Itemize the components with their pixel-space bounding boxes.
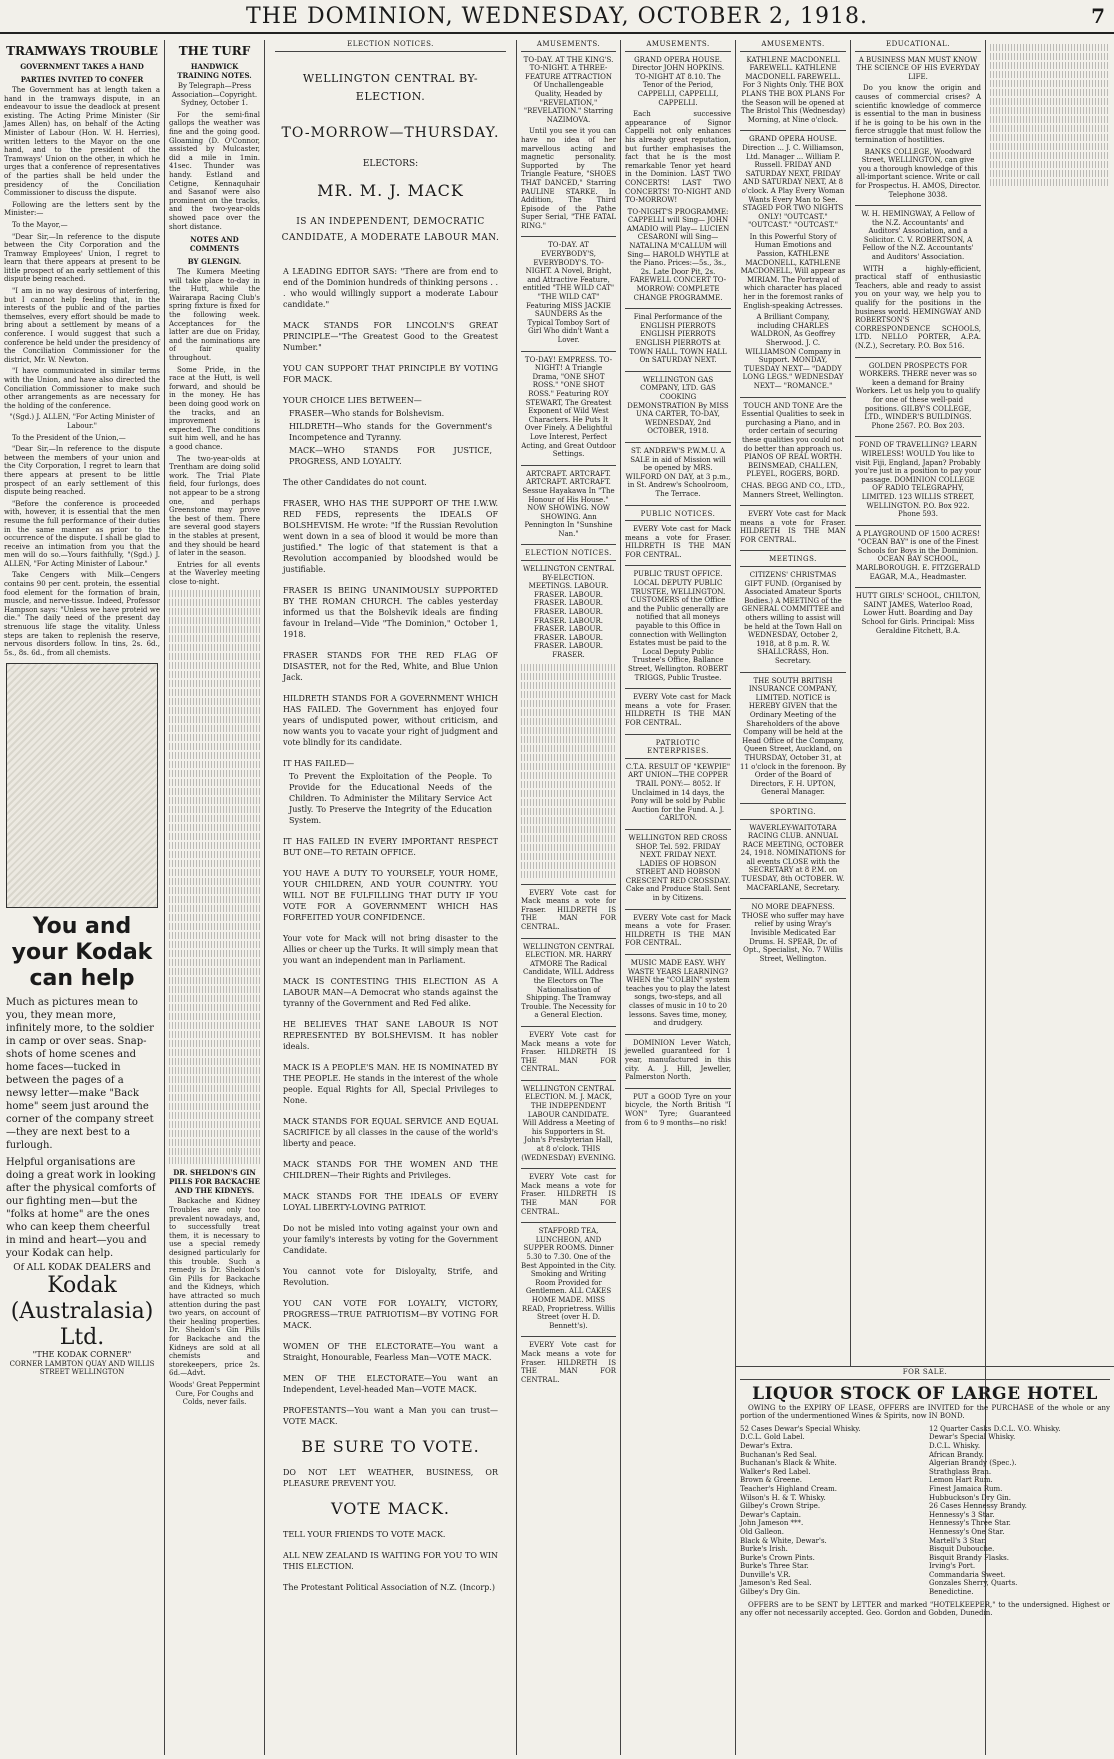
election-paragraph: HILDRETH—Who stands for the Government's Incompetence and Tyranny. (289, 422, 492, 443)
liquor-list (740, 1425, 1110, 1597)
electors-label: ELECTORS: (362, 158, 419, 169)
liquor-item: Walker's Red Label. (740, 1467, 811, 1476)
advert-outcast-company: A Brilliant Company, including CHARLES WALDRON, As Geoffrey Sherwood. J. C. WILLIAMSON Company in Support. MONDAY, TUESDAY NEXT— "DADDY LONG LEGS." WEDNESDAY NEXT— "ROMANCE." (742, 313, 844, 390)
advert-woods: Woods' Great Peppermint Cure, For Coughs and Colds, never fails. (169, 1380, 260, 1407)
notice-christmas-gift-fund: CITIZENS' CHRISTMAS GIFT FUND. (Organised by Associated Amateur Sports Bodies.) A MEETING of the GENERAL COMMITTEE and others willing to assist will be held at the Town Hall on WEDNESDAY, October 2, 1918, at 8 p.m. R. W. SHALLCRASS, Hon. Secretary. (741, 571, 845, 665)
advert-kings-detail: Until you see it you can have no idea of her marvellous acting and magnetic personality. Supported by The Triangle Feature, "SHOES THAT DANCED," Starring PAULINE STARKE. In Addition, The Third Episode of the Pathe Super Serial, "THE FATAL RING." (521, 127, 616, 230)
advert-outcast: GRAND OPERA HOUSE. Direction ... J. C. Williamson, Ltd. Manager ... William P. Russell. FRIDAY AND SATURDAY NEXT, FRIDAY AND SATURDAY NEXT, At 8 o'clock. A Play Every Woman Wants Every Man to See. STAGED FOR TWO NIGHTS ONLY! "OUTCAST." "OUTCAST." "OUTCAST." (741, 135, 845, 230)
advert-empress: TO-DAY! EMPRESS. TO-NIGHT! A Triangle Drama, "ONE SHOT ROSS." "ONE SHOT ROSS." Featuring ROY STEWART, The Greatest Exponent of Wild West Characters. He Puts It Over Finely. A Delightful Love Interest, Perfect Acting, and Great Outdoor Settings. (521, 355, 616, 459)
advert-macdonell-farewell: KATHLENE MACDONELL FAREWELL. KATHLENE MACDONELL FAREWELL. For 3 Nights Only. THE BOX PLANS THE BOX PLANS For the Season will be opened at The Bristol This (Wednesday) Morning, at Nine o'clock. (740, 55, 846, 124)
liquor-item: Bisquit Brandy Flasks. (929, 1553, 1009, 1562)
signature: "(Sgd.) J. ALLEN, "For Acting Minister of Labour." (9, 413, 155, 430)
advert-no-more-deafness: NO MORE DEAFNESS. THOSE who suffer may have relief by using Wray's Invisible Medicated Ear Drums. H. SPEAR, Dr. of Opt., Specialist, No. 7 Willis Street, Wellington. (741, 903, 845, 963)
liquor-item: Gilbey's Crown Stripe. (740, 1502, 821, 1511)
election-paragraph: YOU CAN VOTE FOR LOYALTY, VICTORY, PROGRESS—TRUE PATRIOTISM—BY VOTING FOR MACK. (283, 1299, 498, 1331)
election-paragraph: YOU HAVE A DUTY TO YOURSELF, YOUR HOME, YOUR CHILDREN, AND YOUR COUNTRY. YOU WILL NOT BE FULFILLING THAT DUTY IF YOU VOTE FOR A GOVERNMENT WHICH HAS FORFEITED YOUR CONFIDENCE. (283, 869, 498, 923)
kodak-logo: Kodak (Australasia) Ltd. (10, 1273, 154, 1350)
article-paragraph: "I am in no way desirous of interfering, but I cannot help feeling that, in the interests of the public and of the parties themselves, every effort should be made to bring about a settlement by means of a conference. I would suggest that such a conference be held under the presidency of the Conciliation Commissioner for the district, Mr. W. Newton. (4, 287, 160, 364)
liquor-item: Teacher's Highland Cream. (740, 1484, 837, 1493)
advert-commerce: Do you know the origin and causes of commercial crises? A scientific knowledge of commerce is essential to the man in business if he is going to be his own in the fierce struggle that must follow the termination of hostilities. (855, 84, 981, 144)
liquor-item: Dewar's Extra. (740, 1441, 793, 1450)
liquor-item: Finest Jamaica Rum. (929, 1484, 1003, 1493)
advert-gin-pills-heading: DR. SHELDON'S GIN PILLS FOR BACKACHE AND THE KIDNEYS. (169, 1168, 260, 1196)
notice-vote-hildreth: EVERY Vote cast for Mack means a vote for Fraser. HILDRETH IS THE MAN FOR CENTRAL. (521, 1030, 616, 1074)
advert-kings: TO-DAY. AT THE KING'S. TO-NIGHT. A THREE-FEATURE ATTRACTION Of Unchallengeable Quality, Headed by "REVELATION," "REVELATION." Starring NAZIMOVA. (523, 55, 614, 124)
article-paragraph: To the President of the Union,— (12, 433, 126, 442)
vote-signature: The Protestant Political Association of N.Z. (Incorp.) (283, 1583, 495, 1593)
election-paragraph: To Prevent the Exploitation of the People. To Provide for the Educational Needs of the Children. To Administer the Military Service Act Justly. To Preserve the Integrity of the Education System. (289, 772, 492, 826)
liquor-item: Strathglass Bran. (929, 1467, 992, 1476)
advert-pianos: TOUCH AND TONE Are the Essential Qualities to seek in purchasing a Piano, and in order certain of securing these qualities you could not do better than approach us. PIANOS OF REAL WORTH. BEINSMEAD, CHALLEN, PLEYEL, ROGERS, BORD. (741, 401, 845, 479)
kodak-body-2: Helpful organisations are doing a great work in looking after the physical comforts of our fighting men—but the "folks at home" are the ones who can keep them cheerful in mind and heart—you and your Kodak can help. (6, 1157, 156, 1260)
advert-programme: TO-NIGHT'S PROGRAMME: CAPPELLI will Sing— JOHN AMADIO will Play— LUCIEN CESARONI will Sing— NATALINA M'CALLUM will Sing— HAROLD WHYTLE at the Piano. Prices:—5s., 3s., 2s. Late Door Pit, 2s. FAREWELL CONCERT TO-MORROW: COMPLETE CHANGE PROGRAMME. (626, 207, 730, 302)
election-paragraph: FRASER STANDS FOR THE RED FLAG OF DISASTER, not for the Red, White, and Blue Union Jack. (283, 651, 498, 683)
page-number: 7 (1091, 4, 1106, 28)
subhead-government: GOVERNMENT TAKES A HAND (20, 62, 144, 71)
advert-wireless: FOND OF TRAVELLING? LEARN WIRELESS! WOULD You like to visit Fiji, England, Japan? Probably you're just in a position to pay your passage. DOMINION COLLEGE OF RADIO TELEGRAPHY, LIMITED. 123 WILLIS STREET, WELLINGTON. P.O. Box 922. Phone 593. (855, 441, 981, 519)
election-paragraph: Do not be misled into voting against your own and your family's interests by voting for the Government Candidate. (283, 1224, 498, 1256)
liquor-list-right (929, 1425, 1110, 1597)
advert-gilbys-college: GOLDEN PROSPECTS FOR WORKERS. THERE never was so keen a demand for Brainy Workers. Let us help you to qualify for one of these well-paid positions. GILBY'S COLLEGE, LTD., WINDER'S BUILDINGS. Phone 2567. P.O. Box 203. (855, 361, 981, 430)
advert-gin-pills: Backache and Kidney Troubles are only too prevalent nowadays, and, to successfully treat them, it is necessary to use a special remedy designed particularly for this trouble. Such a remedy is Dr. Sheldon's Gin Pills for Backache and the Kidneys, which have attracted so much attention during the past two years, on account of their healing properties. Dr. Sheldon's Gin Pills for Backache and the Kidneys are sold at all chemists and storekeepers, price 2s. 6d.—Advt. (169, 1197, 260, 1378)
advert-watch: DOMINION Lever Watch, jewelled guaranteed for 1 year, manufactured in this city. A. J. Hill, Jeweller, Palmerston North. (625, 1038, 731, 1082)
subhead-parties: PARTIES INVITED TO CONFER (20, 75, 144, 84)
liquor-item: Gonzales Sherry, Quarts. (929, 1579, 1018, 1588)
section-meetings: MEETINGS. (740, 550, 846, 567)
election-paragraph: MACK IS CONTESTING THIS ELECTION AS A LABOUR MAN—A Democrat who stands against the tyranny of the Government and Red Fed alike. (283, 977, 498, 1009)
advert-correspondence-schools: WITH a highly-efficient, practical staff of enthusiastic Teachers, able and ready to assist you on your way, we help you to qualify for the positions in the business world. HEMINGWAY AND ROBERTSON'S CORRESPONDENCE SCHOOLS, LTD. NELLO PORTER, A.P.A. (N.Z.), Secretary. P.O. Box 516. (855, 264, 981, 350)
article-paragraph: The Kumera Meeting will take place to-day in the Hutt, while the Wairarapa Racing Club's spring fixture is fixed for the following week. Acceptances for the latter are due on Friday, and the nominations are of fair quality throughout. (169, 268, 260, 363)
election-paragraph: FRASER IS BEING UNANIMOUSLY SUPPORTED BY THE ROMAN CHURCH. The cables yesterday informed us that the Bolshevik ideals are finding favour in Ireland—Vide "The Dominion," October 1, 1918. (283, 586, 498, 640)
article-paragraph: The two-year-olds at Trentham are doing solid work. The Trial Plate field, four furlongs, does not appear to be a strong one, and perhaps Greenstone may prove the best of them. There are several good stayers in the stables at present, and they should be heard of later in the season. (169, 454, 260, 558)
vote-line: DO NOT LET WEATHER, BUSINESS, OR PLEASURE PREVENT YOU. (283, 1468, 498, 1489)
be-sure-to-vote: BE SURE TO VOTE. (301, 1437, 480, 1457)
liquor-item: Lemon Hart Rum. (929, 1476, 993, 1485)
liquor-footer: OFFERS are to be SENT by LETTER and marked "HOTELKEEPER," to the undersigned. Highest or any offer not necessarily accepted. Geo. Gordon and Gobden, Dunedin. (740, 1600, 1110, 1618)
liquor-stock-title: LIQUOR STOCK OF LARGE HOTEL (752, 1383, 1098, 1404)
article-paragraph: For the semi-final gallops the weather was fine and the going good. Gloaming (D. O'Connor, assisted by Mulcaster, did a mile in 1min. 41sec. Thunder was handy. Estland and Cetigne, Kennaquhair and Sasanof were also prominent on the tracks, and the two-year-olds showed pace over the short distance. (169, 110, 260, 231)
article-paragraph: "Dear Sir,—In reference to the dispute between the members of your union and the City Corporation, I regret to learn that there appears at present to be little prospect of an early settlement of this dispute being reached. (4, 445, 160, 497)
advert-hutt-girls-school: HUTT GIRLS' SCHOOL, CHILTON, SAINT JAMES, Waterloo Road, Lower Hutt. Boarding and Day School for Girls. Principal: Miss Geraldine Fitchett, B.A. (855, 592, 981, 635)
election-paragraph: FRASER, WHO HAS THE SUPPORT OF THE I.W.W. RED FEDS, represents the IDEALS OF BOLSHEVISM. He wrote: "If the Russian Revolution went down in a sea of blood it would be more than justified." The logic of that statement is that a Revolution accompanied by bloodshed would be justifiable. (283, 499, 498, 575)
election-paragraph: You cannot vote for Disloyalty, Strife, and Revolution. (283, 1267, 498, 1288)
liquor-item: Benedictine. (929, 1588, 974, 1597)
column-tramways (0, 40, 164, 1755)
article-paragraph: Following are the letters sent by the Minister:— (4, 200, 160, 218)
liquor-item: D.C.L. Gold Label. (740, 1433, 805, 1442)
liquor-item: Dewar's Special Whisky. (929, 1433, 1016, 1442)
liquor-item: Jameson's Red Seal. (740, 1579, 812, 1588)
advert-everybodys: TO-DAY. AT EVERYBODY'S, EVERYBODY'S. TO-NIGHT. A Novel, Bright, and Attractive Feature, entitled "THE WILD CAT" "THE WILD CAT" Featuring MISS JACKIE SAUNDERS As the Typical Tomboy Sort of Girl Who didn't Want a Lover. (522, 241, 615, 344)
liquor-item: 52 Cases Dewar's Special Whisky. (740, 1424, 861, 1433)
election-paragraph: MACK STANDS FOR EQUAL SERVICE AND EQUAL SACRIFICE by all classes in the cause of the world's liberty and peace. (283, 1117, 498, 1149)
article-paragraph: Entries for all events at the Waverley meeting close to-night. (169, 560, 260, 586)
liquor-item: Martell's 3 Star. (929, 1536, 987, 1545)
liquor-item: Commandaria Sweet. (929, 1570, 1006, 1579)
section-sporting: SPORTING. (740, 803, 846, 820)
kodak-soldier-illustration (6, 663, 158, 908)
section-patriotic: PATRIOTIC ENTERPRISES. (625, 734, 731, 759)
liquor-item: Algerian Brandy (Spec.). (929, 1459, 1017, 1468)
liquor-item: 12 Quarter Casks D.C.L. V.O. Whisky. (929, 1424, 1061, 1433)
advert-pierrots: Final Performance of the ENGLISH PIERROTS ENGLISH PIERROTS ENGLISH PIERROTS at TOWN HALL. TOWN HALL On SATURDAY NEXT. (629, 313, 727, 365)
liquor-item: Burke's Irish. (740, 1545, 788, 1554)
liquor-item: Gilbey's Dry Gin. (740, 1588, 801, 1597)
liquor-list-left (740, 1425, 921, 1597)
article-paragraph: The Government has at length taken a hand in the tramways dispute, in an endeavour to issue the deadlock at present existing. The Acting Prime Minister (Sir James Allen) has, on behalf of the Acting Minister of Labour (Hon. W. H. Herries), written letters to the Mayor on the one hand, and to the president of the Tramways' Union on the other, in which he urges that a conference of representatives of the parties shall be held under the presidency of the Conciliation Commissioner to discuss the dispute. (4, 86, 160, 198)
liquor-item: Bisquit Dubouche. (929, 1545, 995, 1554)
liquor-item: Irving's Port. (929, 1562, 976, 1571)
article-paragraph: "Before the conference is proceeded with, however, it is essential that the men resume the full performance of their duties in the same manner as prior to the occurrence of the dispute. I shall be glad to receive an intimation from you that the men will do so.—Yours faithfully, "(Sgd.) J. ALLEN, "For Acting Minister of Labour." (4, 499, 160, 568)
notice-atmore: WELLINGTON CENTRAL ELECTION. MR. HARRY ATMORE The Radical Candidate, WILL Address the Electors on The Nationalisation of Shipping. The Tramway Trouble. The Necessity for a General Election. (521, 942, 616, 1020)
election-paragraph: HE BELIEVES THAT SANE LABOUR IS NOT REPRESENTED BY BOLSHEVISM. It has nobler ideals. (283, 1020, 498, 1052)
liquor-item: Black & White, Dewar's. (740, 1536, 827, 1545)
column-text-continuation (169, 590, 260, 1164)
liquor-item: African Brandy. (929, 1450, 984, 1459)
candidate-name: MR. M. J. MACK (317, 181, 464, 201)
election-paragraph: MACK—WHO STANDS FOR JUSTICE, PROGRESS, AND LOYALTY. (289, 446, 492, 467)
election-paragraph: MEN OF THE ELECTORATE—You want an Independent, Level-headed Man—VOTE MACK. (283, 1374, 498, 1395)
liquor-item: Brown & Greene. (740, 1476, 802, 1485)
subhead-author: BY GLENGIN. (187, 257, 242, 267)
advert-chas-begg: CHAS. BEGG AND CO., LTD., Manners Street, Wellington. (740, 481, 846, 499)
kodak-body: Much as pictures mean to you, they mean more, infinitely more, to the soldier in camp or over seas. Snap-shots of home scenes and home faces—tucked in between the pages of a newsy letter—make "Back home" seem just around the corner of the company street—they are next best to a furlough. (6, 997, 154, 1152)
advert-cappelli: Each successive appearance of Signor Cappelli not only enhances his already great reputation, but further emphasises the fact that he is the most remarkable Tenor yet heard in the Dominion. LAST TWO CONCERTS! LAST TWO CONCERTS! TO-NIGHT AND TO-MORROW! (625, 110, 731, 205)
advert-hemingway: W. H. HEMINGWAY, A Fellow of the N.Z. Accountants' and Auditors' Association, and a Solicitor. C. V. ROBERTSON, A Fellow of the N.Z. Accountants' and Auditors' Association. (861, 210, 975, 262)
advert-cengers: Take Cengers with Milk—Cengers contains 90 per cent. protein, the essential food element for the formation of brain, muscle, and nerve-tissue. Indeed, Professor Hampson says: "Unless we have proteid we die." The daily need of the present day strenuous life stage the vitality. Unless steps are taken to replenish the reserve, nervous disorders follow. In tins, 2s. 6d., 5s., 8s. 6d., from all chemists. (4, 571, 160, 657)
notice-vote-hildreth: EVERY Vote cast for Mack means a vote for Fraser. HILDRETH IS THE MAN FOR CENTRAL. (625, 693, 731, 727)
headline-tramways: TRAMWAYS TROUBLE (6, 44, 158, 58)
advert-outcast-detail: In this Powerful Story of Human Emotions and Passion, KATHLENE MACDONELL, KATHLENE MACDONELL, Will appear as MIRIAM. The Portrayal of which character has placed her in the foremost ranks of English-speaking Actresses. (740, 232, 846, 310)
column-amusements-3 (736, 40, 850, 1367)
section-election-notices: ELECTION NOTICES. (275, 40, 506, 52)
liquor-item: Hubbuckson's Dry Gin. (929, 1493, 1012, 1502)
advert-st-andrews: ST. ANDREW'S P.W.M.U. A SALE in aid of Mission will be opened by MRS. WILFORD ON DAY, at 3 p.m., in St. Andrew's Schoolroom, The Terrace. (625, 446, 731, 498)
tomorrow-thursday: TO-MORROW—THURSDAY. (281, 124, 500, 141)
election-paragraph: YOUR CHOICE LIES BETWEEN— (283, 396, 422, 406)
kodak-dealers: Of ALL KODAK DEALERS and (13, 1263, 151, 1274)
column-educational (851, 40, 985, 1367)
election-paragraph: Your vote for Mack will not bring disaster to the Allies or cheer up the Turks. It will simply mean that you want an independent man in Parliament. (283, 934, 498, 966)
headline-turf: THE TURF (178, 44, 251, 58)
vote-line: ALL NEW ZEALAND IS WAITING FOR YOU TO WIN THIS ELECTION. (283, 1551, 498, 1572)
notice-meetings: WELLINGTON CENTRAL BY-ELECTION. MEETINGS. LABOUR. FRASER. LABOUR. FRASER. LABOUR. FRASER. LABOUR. FRASER. LABOUR. FRASER. LABOUR. FRASER. LABOUR. FRASER. LABOUR. FRASER. (522, 565, 615, 659)
column-clipped-right (986, 40, 1114, 1367)
election-paragraph: A LEADING EDITOR SAYS: "There are from end to end of the Dominion hundreds of thinking persons . . . who would willingly support a moderate Labour candidate." (283, 267, 498, 310)
liquor-item: Hennessy's One Star. (929, 1527, 1005, 1536)
byline: By Telegraph—Press Association—Copyright. Sydney, October 1. (171, 82, 258, 108)
for-sale-heading: FOR SALE. (740, 1368, 1110, 1380)
column-turf (165, 40, 264, 1755)
section-for-sale (736, 1368, 1114, 1755)
election-paragraph: MACK IS A PEOPLE'S MAN. HE IS NOMINATED BY THE PEOPLE. He stands in the interest of the whole people. Equal Rights for All, Special Privileges to None. (283, 1063, 498, 1106)
advert-stafford-tea: STAFFORD TEA, LUNCHEON, AND SUPPER ROOMS. Dinner 5.30 to 7.30. One of the Best Appointed in the City. Smoking and Writing Room Provided for Gentlemen. ALL CAKES HOME MADE. MISS READ, Proprietress. Willis Street (over H. D. Bennett's). (521, 1227, 616, 1330)
election-paragraph: WOMEN OF THE ELECTORATE—You want a Straight, Honourable, Fearless Man—VOTE MACK. (283, 1342, 498, 1363)
liquor-item: D.C.L. Whisky. (929, 1441, 981, 1450)
section-amusements: AMUSEMENTS. (740, 40, 846, 52)
election-paragraph: FRASER—Who stands for Bolshevism. (289, 409, 445, 419)
notice-vote-hildreth: EVERY Vote cast for Mack means a vote for Fraser. HILDRETH IS THE MAN FOR CENTRAL. (740, 510, 846, 544)
liquor-item: John Jameson ***. (740, 1519, 804, 1528)
liquor-item: Old Galleon. (740, 1527, 785, 1536)
election-paragraph: MACK STANDS FOR THE WOMEN AND THE CHILDREN—Their Rights and Privileges. (283, 1160, 498, 1181)
advert-artcraft: ARTCRAFT. ARTCRAFT. ARTCRAFT. ARTCRAFT. Sessue Hayakawa In "The Honour of His House." NOW SHOWING. NOW SHOWING. Ann Pennington In "Sunshine Nan." (522, 469, 615, 538)
column-amusements-2 (621, 40, 735, 1755)
kodak-corner: "THE KODAK CORNER" (32, 1350, 132, 1359)
advert-music-made-easy: MUSIC MADE EASY. WHY WASTE YEARS LEARNING? WHEN the "COLBIN" system teaches you to play the latest songs, two-steps, and all classes of music in 10 to 20 lessons. Saves time, money, and drudgery. (625, 959, 731, 1028)
notice-south-british-insurance: THE SOUTH BRITISH INSURANCE COMPANY, LIMITED. NOTICE is HEREBY GIVEN that the Ordinary Meeting of the Shareholders of the above Company will be held at the Head Office of the Company, Queen Street, Auckland, on THURSDAY, October 31, at 11 o'clock in the forenoon. By Order of the Board of Directors, F. H. UPTON, General Manager. (740, 676, 846, 797)
election-paragraph: MACK STANDS FOR THE IDEALS OF EVERY LOYAL LIBERTY-LOVING PATRIOT. (283, 1192, 498, 1213)
election-paragraph: IT HAS FAILED IN EVERY IMPORTANT RESPECT BUT ONE—TO RETAIN OFFICE. (283, 837, 498, 858)
article-paragraph: "Dear Sir,—In reference to the dispute between the City Corporation and the Tramway Employees' Union, I regret to learn that there appears at present to be little prospect of an early settlement of this dispute being reached. (4, 232, 160, 284)
notice-waverley-racing: WAVERLEY-WAITOTARA RACING CLUB. ANNUAL RACE MEETING, OCTOBER 24, 1918. NOMINATIONS for all events CLOSE with the SECRETARY at 8 P.M. on TUESDAY, 8th OCTOBER. W. MACFARLANE, Secretary. (740, 823, 846, 892)
election-paragraph: MACK STANDS FOR LINCOLN'S GREAT PRINCIPLE—"The Greatest Good to the Greatest Number." (283, 321, 498, 353)
section-amusements: AMUSEMENTS. (625, 40, 731, 52)
liquor-item: Buchanan's Black & White. (740, 1459, 837, 1468)
vote-mack: VOTE MACK. (330, 1499, 451, 1519)
liquor-intro: OWING to the EXPIRY OF LEASE, OFFERS are INVITED for the PURCHASE of the whole or any portion of the undermentioned Wines & Spirits, now IN BOND. (740, 1403, 1110, 1421)
column-text-clipped (990, 44, 1110, 186)
meetings-list (521, 664, 616, 878)
liquor-item: Burke's Crown Pints. (740, 1553, 815, 1562)
advert-tyre: PUT a GOOD Tyre on your bicycle, the North British "I WON" Tyre; Guaranteed from 6 to 9 months—no risk! (625, 1092, 731, 1127)
candidate-description: IS AN INDEPENDENT, DEMOCRATIC CANDIDATE, A MODERATE LABOUR MAN. (281, 217, 500, 244)
advert-gas-company: WELLINGTON GAS COMPANY, LTD. GAS COOKING DEMONSTRATION By MISS UNA CARTER, TO-DAY, WEDNESDAY, 2nd OCTOBER, 1918. (627, 375, 729, 436)
article-paragraph: To the Mayor,— (12, 220, 68, 229)
advert-business-man: A BUSINESS MAN MUST KNOW THE SCIENCE OF HIS EVERYDAY LIFE. (856, 55, 980, 81)
election-paragraph: HILDRETH STANDS FOR A GOVERNMENT WHICH HAS FAILED. The Government has enjoyed four years of undisputed power, without criticism, and now wants you to vacate your right of judgment and vote blindly for its candidate. (283, 694, 498, 748)
notice-mack-meeting: WELLINGTON CENTRAL ELECTION. M. J. MACK, THE INDEPENDENT LABOUR CANDIDATE. Will Address a Meeting of his Supporters in St. John's Presbyterian Hall, at 8 o'clock. THIS (WEDNESDAY) EVENING. (521, 1084, 616, 1162)
notice-kewpie-art-union: C.T.A. RESULT OF "KEWPIE" ART UNION—THE COPPER TRAIL PONY:— 8052. If Unclaimed in 14 days, the Pony will be sold by Public Auction for the Fund. A. J. CARLTON. (625, 762, 731, 823)
advert-grand-opera: GRAND OPERA HOUSE. Director JOHN HOPKINS. TO-NIGHT AT 8.10. The Tenor of the Period, CAPPELLI, CAPPELLI, CAPPELLI. (631, 55, 725, 107)
section-educational: EDUCATIONAL. (855, 40, 981, 52)
election-paragraph: The other Candidates do not count. (283, 478, 427, 488)
article-paragraph: "I have communicated in similar terms with the Union, and have also directed the Conciliation Commissioner to make such other arrangements as are necessary for the holding of the conference. (4, 367, 160, 410)
election-paragraph: IT HAS FAILED— (283, 759, 355, 769)
liquor-item: Hennessy's 3 Star. (929, 1510, 995, 1519)
notice-vote-hildreth: EVERY Vote cast for Mack means a vote for Fraser. HILDRETH IS THE MAN FOR CENTRAL. (521, 1173, 616, 1216)
section-amusements: AMUSEMENTS. (521, 40, 616, 52)
advert-banks-college: BANKS COLLEGE, Woodward Street, WELLINGTON, can give you a thorough knowledge of this all-important science. Write or call for Prospectus. H. AMOS, Director. Telephone 3038. (855, 147, 981, 199)
liquor-item: Burke's Three Star. (740, 1562, 809, 1571)
advert-ocean-bay: A PLAYGROUND OF 1500 ACRES! "OCEAN BAY" is one of the Finest Schools for Boys in the Dominion. OCEAN BAY SCHOOL, MARLBOROUGH. E. FITZGERALD EAGAR, M.A., Headmaster. (855, 529, 981, 581)
subhead-notes: NOTES AND COMMENTS (189, 235, 240, 254)
election-paragraph: PROFESTANTS—You want a Man you can trust—VOTE MACK. (283, 1406, 498, 1427)
subhead-training: HANDWICK TRAINING NOTES. (177, 62, 252, 80)
masthead (0, 4, 1114, 34)
kodak-headline: You and your Kodak can help (11, 914, 153, 992)
notice-vote-hildreth: EVERY Vote cast for Mack means a vote for Fraser. HILDRETH IS THE MAN FOR CENTRAL. (625, 525, 731, 559)
liquor-item: Dunville's V.R. (740, 1570, 791, 1579)
notice-vote-hildreth: EVERY Vote cast for Mack means a vote for Fraser. HILDRETH IS THE MAN FOR CENTRAL. (625, 913, 731, 948)
column-mack-election (265, 40, 516, 1755)
masthead-title: THE DOMINION, WEDNESDAY, OCTOBER 2, 1918. (246, 4, 868, 29)
notice-public-trust: PUBLIC TRUST OFFICE. LOCAL DEPUTY PUBLIC TRUSTEE, WELLINGTON. CUSTOMERS of the Office and the Public generally are notified that all moneys payable to this Office in connection with Wellington Estates must be paid to the Local Deputy Public Trustee's Office, Ballance Street, Wellington. ROBERT TRIGGS, Public Trustee. (627, 570, 729, 682)
section-election-notices-2: ELECTION NOTICES. (521, 544, 616, 561)
notice-vote-hildreth: EVERY Vote cast for Mack means a vote for Fraser. HILDRETH IS THE MAN FOR CENTRAL. (521, 1341, 616, 1384)
vote-line: TELL YOUR FRIENDS TO VOTE MACK. (283, 1530, 446, 1540)
liquor-item: 26 Cases Hennessy Brandy. (929, 1502, 1027, 1511)
liquor-item: Hennessy's Three Star. (929, 1519, 1011, 1528)
notice-red-cross-shop: WELLINGTON RED CROSS SHOP. Tel. 592. FRIDAY NEXT. FRIDAY NEXT. LADIES OF HOBSON STREET AND HOBSON CRESCENT RED CROSSDAY. Cake and Produce Stall. Sent in by Citizens. (625, 833, 731, 903)
section-divider (736, 1366, 1114, 1367)
election-paragraph: YOU CAN SUPPORT THAT PRINCIPLE BY VOTING FOR MACK. (283, 364, 498, 385)
section-public-notices: PUBLIC NOTICES. (625, 505, 731, 522)
notice-vote-hildreth: EVERY Vote cast for Mack means a vote for Fraser. HILDRETH IS THE MAN FOR CENTRAL. (521, 888, 616, 931)
kodak-address: CORNER LAMBTON QUAY AND WILLIS STREET WELLINGTON (9, 1359, 155, 1377)
liquor-item: Buchanan's Red Seal. (740, 1450, 817, 1459)
liquor-item: Dewar's Captain. (740, 1510, 801, 1519)
liquor-item: Wilson's H. & T. Whisky. (740, 1493, 826, 1502)
column-amusements-1 (517, 40, 620, 1755)
election-heading: WELLINGTON CENTRAL BY-ELECTION. (302, 71, 479, 103)
article-paragraph: Some Pride, in the race at the Hutt, is well forward, and should be in the money. He has been doing good work on the tracks, and an improvement is expected. The conditions suit him well, and he has a good chance. (169, 365, 260, 451)
